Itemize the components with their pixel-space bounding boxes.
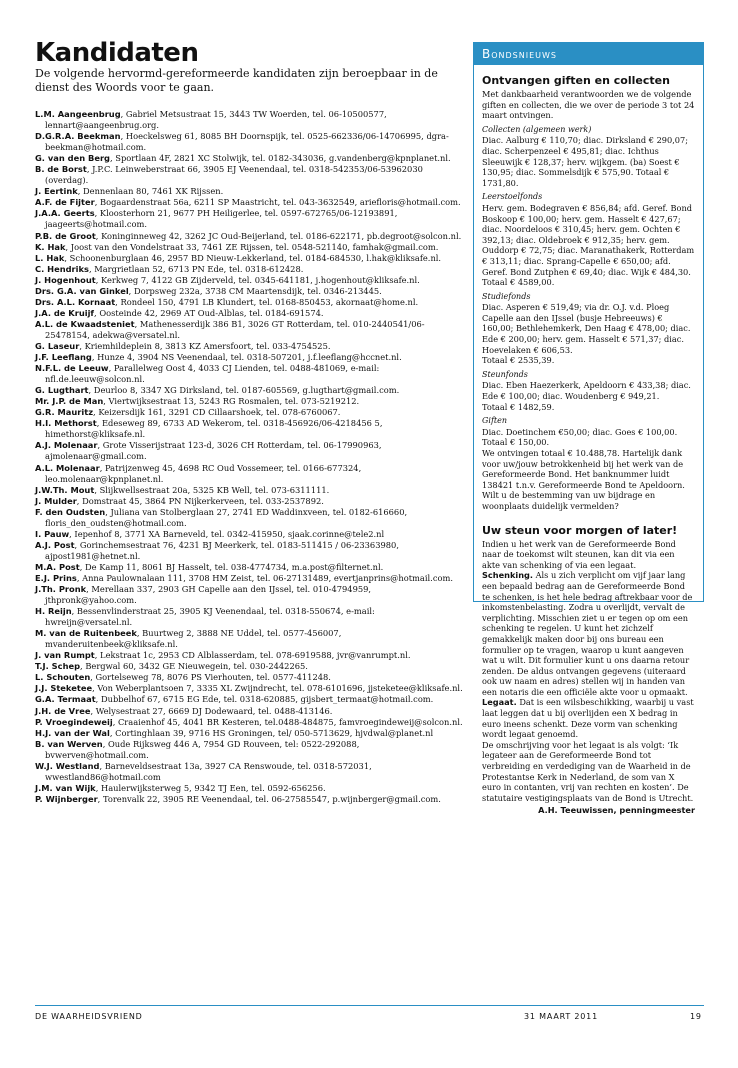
candidate-entry	[35, 485, 463, 496]
candidate-entry	[35, 440, 463, 462]
candidate-entry	[35, 341, 463, 352]
candidate-details: , Gortelseweg 78, 8076 PS Vierhouten, tel. 0577-411248.	[90, 672, 331, 683]
candidate-name: P. Vroegindeweij	[35, 716, 113, 727]
candidate-name: A.L. Molenaar	[35, 462, 100, 473]
candidate-entry	[35, 385, 463, 396]
candidate-entry	[35, 164, 463, 186]
candidate-details: , De Kamp 11, 8061 BJ Hasselt, tel. 038-4774734, m.a.post@filternet.nl.	[79, 561, 384, 572]
candidate-details: , Cortinghlaan 39, 9716 HS Groningen, tel/ 050-5713629, hjvdwal@planet.nl	[109, 727, 434, 738]
candidate-entry	[35, 253, 463, 264]
candidate-name: B. de Borst	[35, 164, 87, 175]
candidate-name: Drs. A.L. Kornaat	[35, 296, 116, 307]
candidate-name: A.J. Molenaar	[35, 440, 98, 451]
candidate-details: , Lekstraat 1c, 2953 CD Alblasserdam, tel. 078-6919588, jvr@vanrumpt.nl.	[94, 650, 411, 661]
giften-group-line: Diac. Eben Haezerkerk, Apeldoorn € 433,38; diac. Ede € 100,00; diac. Woudenberg € 949,21.	[482, 380, 691, 402]
giften-group-line: Totaal € 4589,00.	[482, 277, 555, 288]
candidate-name: G.A. Termaat	[35, 694, 96, 705]
candidate-entry	[35, 573, 463, 584]
candidate-name: W.J. Westland	[35, 760, 100, 771]
candidate-name: F. den Oudsten	[35, 506, 106, 517]
giften-closing: We ontvingen totaal € 10.488,78. Hartelijk dank voor uw/jouw betrokkenheid bij het werk van de Gereformeerde Bond. Het banknummer luidt 138421 t.n.v. Gereformeerde Bond te Apeldoorn. Wilt u de bestemming van uw bijdrage en woonplaats duidelijk vermelden?	[482, 448, 685, 511]
candidate-entry	[35, 352, 463, 363]
candidate-details: , Von Weberplantsoen 7, 3335 XL Zwijndrecht, tel. 078-6101696, jjsteketee@kliksafe.nl.	[92, 683, 463, 694]
candidate-entry	[35, 231, 463, 242]
candidate-name: J.A. de Kruijf	[35, 307, 95, 318]
sidebar-body	[474, 65, 703, 816]
candidate-name: J.M. van Wijk	[35, 782, 96, 793]
giften-group-line: Herv. gem. Bodegraven € 856,84; afd. Geref. Bond Boskoop € 100,00; herv. gem. Hasselt € 427,67; diac. Noordeloos € 310,45; herv. gem. Ochten € 392,13; diac. Oldebroek € 912,35; herv. gem. Ouddorp € 72,75; diac. Maranathakerk, Rotterdam € 313,11; diac. Sprang-Capelle € 650,00; afd. Geref. Bond Zutphen € 69,40; diac. Wijk € 484,30.	[482, 202, 695, 277]
candidate-details: , Kloosterhorn 21, 9677 PH Heiligerlee, tel. 0597-672765/06-12193891, jaageerts@hotmail.com.	[45, 208, 398, 230]
candidate-details: , Oosteinde 42, 2969 AT Oud-Alblas, tel. 0184-691574.	[94, 307, 324, 318]
candidate-entry	[35, 242, 463, 253]
candidate-details: , Bogaardenstraat 56a, 6211 SP Maastricht, tel. 043-3632549, ariefloris@hotmail.com.	[94, 197, 461, 208]
candidate-details: , Torenvalk 22, 3905 RE Veenendaal, tel. 06-27585547, p.wijnberger@gmail.com.	[97, 793, 441, 804]
candidate-name: J. Mulder	[35, 495, 77, 506]
candidate-entry	[35, 562, 463, 573]
candidate-details: , Merellaan 337, 2903 GH Capelle aan den IJssel, tel. 010-4794959, jthpronk@yahoo.com.	[45, 584, 372, 606]
candidate-details: , Keizersdijk 161, 3291 CD Cillaarshoek, tel. 078-6760067.	[93, 407, 341, 418]
candidate-entry	[35, 308, 463, 319]
signature: A.H. Teeuwissen, penningmeester	[538, 805, 695, 816]
candidate-name: Drs. G.A. van Ginkel	[35, 285, 129, 296]
candidate-name: J. Eertink	[35, 186, 78, 197]
candidate-details: , Juliana van Stolberglaan 27, 2741 ED Waddinxveen, tel. 0182-616660, floris_den_oudsten@hotmail.com.	[45, 506, 408, 528]
candidate-entry	[35, 507, 463, 529]
candidate-details: , Mathenesserdijk 386 B1, 3026 GT Rotterdam, tel. 010-2440541/06-25478154, adekwa@versatel.nl.	[45, 318, 425, 340]
candidate-entry	[35, 407, 463, 418]
candidate-entry	[35, 529, 463, 540]
page-title: Kandidaten	[35, 38, 199, 68]
giften-group-label: Giften	[482, 416, 508, 426]
legaat-paragraph	[482, 697, 695, 739]
candidate-name: P.B. de Groot	[35, 230, 96, 241]
candidate-name: L. Schouten	[35, 672, 91, 683]
candidate-name: J. Hogenhout	[35, 274, 96, 285]
legaat-text: Dat is een wilsbeschikking, waarbij u vast laat leggen dat u bij overlijden een X bedrag in euro ineens schenkt. Deze vorm van schenking wordt legaat genoemd.	[482, 697, 694, 740]
footer-date: 31 MAART 2011	[524, 1012, 598, 1021]
candidate-details: , Koninginneweg 42, 3262 JC Oud-Beijerland, tel. 0186-622171, pb.degroot@solcon.nl.	[95, 230, 462, 241]
candidate-entry	[35, 650, 463, 661]
candidate-name: A.J. Post	[35, 539, 75, 550]
candidate-entry	[35, 208, 463, 230]
candidate-details: , Anna Paulownalaan 111, 3708 HM Zeist, tel. 06-27131489, evertjanprins@hotmail.com.	[76, 572, 453, 583]
candidate-name: J.W.Th. Mout	[35, 484, 95, 495]
candidate-name: J. van Rumpt	[35, 650, 95, 661]
candidate-details: , Dorpsweg 232a, 3738 CM Maartensdijk, tel. 0346-213445.	[128, 285, 382, 296]
candidate-entry	[35, 794, 463, 805]
giften-group-label: Steunfonds	[482, 369, 528, 379]
candidate-name: G. Laseur	[35, 340, 80, 351]
steun-heading: Uw steun voor morgen of later!	[482, 523, 678, 537]
candidate-entry	[35, 739, 463, 761]
giften-group-line: Diac. Doetinchem €50,00; diac. Goes € 100,00.	[482, 426, 678, 437]
giften-heading: Ontvangen giften en collecten	[482, 74, 670, 87]
candidate-details: , Kriemhildeplein 8, 3813 KZ Amersfoort, tel. 033-4754525.	[79, 340, 331, 351]
schenking-label: Schenking.	[482, 570, 534, 581]
legaat-label: Legaat.	[482, 697, 517, 708]
candidate-entry	[35, 186, 463, 197]
candidate-name: J.A.A. Geerts	[35, 208, 95, 219]
candidate-details: , Dubbelhof 67, 6715 EG Ede, tel. 0318-620885, gijsbert_termaat@hotmail.com.	[95, 694, 434, 705]
giften-group-line: Totaal € 1482,59.	[482, 401, 555, 412]
sidebar-header: Bondsnieuws	[474, 43, 703, 65]
candidate-entry	[35, 275, 463, 286]
candidate-details: , Parallelweg Oost 4, 4033 CJ Lienden, tel. 0488-481069, e-mail: nfl.de.leeuw@solcon.nl.	[45, 363, 380, 385]
candidate-entry	[35, 463, 463, 485]
candidate-entry	[35, 672, 463, 683]
candidate-details: , Craaienhof 45, 4041 BR Kesteren, tel.0488-484875, famvroegindeweij@solcon.nl.	[112, 716, 463, 727]
candidate-list	[35, 109, 463, 805]
steun-intro: Indien u het werk van de Gereformeerde Bond naar de toekomst wilt steunen, kan dit via een akte van schenking of via een legaat.	[482, 538, 676, 570]
candidate-entry	[35, 286, 463, 297]
candidate-name: T.J. Schep	[35, 661, 81, 672]
candidate-details: , Edeseweg 89, 6733 AD Wekerom, tel. 0318-456926/06-4218456 5, himethorst@kliksafe.nl.	[45, 418, 383, 440]
giften-group-label: Collecten (algemeen werk)	[482, 124, 592, 134]
candidate-details: , Schoonenburglaan 46, 2957 BD Nieuw-Lekkerland, tel. 0184-684530, l.hak@kliksafe.nl.	[64, 252, 442, 263]
candidate-name: K. Hak	[35, 241, 66, 252]
candidate-details: , Sportlaan 4F, 2821 XC Stolwijk, tel. 0182-343036, g.vandenberg@kpnplanet.nl.	[110, 153, 451, 164]
candidate-name: L. Hak	[35, 252, 65, 263]
candidate-details: , Gorinchemsestraat 76, 4231 BJ Meerkerk, tel. 0183-511415 / 06-23363980, ajpost1981@hetnet.nl.	[45, 539, 399, 561]
candidate-entry	[35, 606, 463, 628]
candidate-name: L.M. Aangeenbrug	[35, 109, 121, 119]
candidate-name: J.H. de Vree	[35, 705, 91, 716]
giften-group-line: Totaal € 150,00.	[482, 437, 550, 448]
footer-rule	[35, 1005, 704, 1006]
giften-group-line: Diac. Asperen € 519,49; via dr. O.J. v.d. Ploeg Capelle aan den IJssel (busje Hebreeuws) € 160,00; Bethlehemkerk, Den Haag € 478,00; diac. Ede € 200,00; herv. gem. Hasselt € 571,37; diac. Hoevelaken € 606,53.	[482, 302, 691, 355]
candidate-entry	[35, 109, 463, 131]
candidate-entry	[35, 661, 463, 672]
candidate-details: , Oude Rijksweg 446 A, 7954 GD Rouveen, tel: 0522-292088, bvwerven@hotmail.com.	[45, 738, 360, 760]
candidate-entry	[35, 131, 463, 153]
candidate-name: M.A. Post	[35, 561, 80, 572]
candidate-name: N.F.L. de Leeuw	[35, 363, 109, 374]
candidate-name: I. Pauw	[35, 528, 70, 539]
candidate-details: , Patrijzenweg 45, 4698 RC Oud Vossemeer, tel. 0166-677324, leo.molenaar@kpnplanet.nl.	[45, 462, 362, 484]
candidate-details: , Kerkweg 7, 4122 GB Zijderveld, tel. 0345-641181, j.hogenhout@kliksafe.nl.	[95, 274, 420, 285]
candidate-name: G. van den Berg	[35, 153, 110, 164]
candidate-details: , Margrietlaan 52, 6713 PN Ede, tel. 0318-612428.	[88, 263, 304, 274]
candidate-details: , Hoeckelsweg 61, 8085 BH Doornspijk, tel. 0525-662336/06-14706995, dgra-beekman@hotmail.com.	[45, 131, 449, 153]
candidate-entry	[35, 363, 463, 385]
candidate-name: M. van de Ruitenbeek	[35, 628, 137, 639]
candidate-name: H. Reijn	[35, 606, 72, 617]
candidate-details: , Welysestraat 27, 6669 DJ Dodewaard, tel. 0488-413146.	[90, 705, 333, 716]
candidate-entry	[35, 540, 463, 562]
candidate-details: , Haulerwijksterweg 5, 9342 TJ Een, tel. 0592-656256.	[95, 782, 326, 793]
candidate-details: , J.P.C. Leinweberstraat 66, 3905 EJ Veenendaal, tel. 0318-542353/06-53962030 (overdag).	[45, 164, 423, 186]
candidate-name: G.R. Mauritz	[35, 407, 94, 418]
candidate-entry	[35, 197, 463, 208]
candidate-details: , Deurloo 8, 3347 XG Dirksland, tel. 0187-605569, g.lugthart@gmail.com.	[88, 385, 400, 396]
candidate-name: G. Lugthart	[35, 385, 89, 396]
candidate-details: , Buurtweg 2, 3888 NE Uddel, tel. 0577-456007, mvanderuitenbeek@kliksafe.nl.	[45, 628, 342, 650]
candidate-details: , Grote Visserijstraat 123-d, 3026 CH Rotterdam, tel. 06-17990963, ajmolenaar@gmail.com.	[45, 440, 382, 462]
candidate-details: , Viertwijksestraat 13, 5243 RG Rosmalen, tel. 073-5219212.	[103, 396, 360, 407]
candidate-details: , Hunze 4, 3904 NS Veenendaal, tel. 0318-507201, j.f.leeflang@hccnet.nl.	[91, 352, 402, 363]
candidate-name: P. Wijnberger	[35, 793, 98, 804]
candidate-entry	[35, 264, 463, 275]
candidate-details: , Rondeel 150, 4791 LB Klundert, tel. 0168-850453, akornaat@home.nl.	[115, 296, 419, 307]
candidate-entry	[35, 717, 463, 728]
footer-page-number: 19	[690, 1012, 702, 1021]
candidate-entry	[35, 683, 463, 694]
intro-text: De volgende hervormd-gereformeerde kandidaten zijn beroepbaar in de dienst des Woords voor te gaan.	[35, 67, 438, 94]
candidate-details: , Joost van den Vondelstraat 33, 7461 ZE Rijssen, tel. 0548-521140, famhak@gmail.com.	[65, 241, 439, 252]
candidate-entry	[35, 153, 463, 164]
candidate-name: J.J. Steketee	[35, 683, 93, 694]
schenking-text: Als u zich verplicht om vijf jaar lang een bepaald bedrag aan de Gereformeerde Bond te schenken, is het hele bedrag aftrekbaar voor de inkomstenbelasting. Zodra u overlijdt, vervalt de verplichting. Misschien ziet u er tegen op om een schenking te regelen. U kunt het zichzelf gemakkelijk maken door bij ons bureau een formulier op te vragen, waarop u kunt aangeven wat u wilt. Dit formulier kunt u ons daarna retour zenden. De aldus ontvangen gegevens (uiteraard ook uw naam en adres) stellen wij in handen van een notaris die een officiële akte voor u opmaakt.	[482, 570, 693, 697]
giften-intro: Met dankbaarheid verantwoorden we de volgende giften en collecten, die we over de periode 3 tot 24 maart ontvingen.	[482, 89, 695, 121]
candidate-details: , Bessenvlinderstraat 25, 3905 KJ Veenendaal, tel. 0318-550674, e-mail: hwreijn@versatel.nl.	[45, 606, 375, 628]
candidate-name: J.Th. Pronk	[35, 584, 87, 595]
candidate-name: A.L. de Kwaadsteniet	[35, 318, 135, 329]
candidate-entry	[35, 694, 463, 705]
candidate-entry	[35, 396, 463, 407]
candidate-entry	[35, 783, 463, 794]
candidate-name: D.G.R.A. Beekman	[35, 131, 121, 142]
candidate-name: A.F. de Fijter	[35, 197, 95, 208]
candidate-details: , Barneveldsestraat 13a, 3927 CA Renswoude, tel. 0318-572031, wwestland86@hotmail.com	[45, 760, 372, 782]
candidate-details: , Domstraat 45, 3864 PN Nijkerkerveen, tel. 033-2537892.	[76, 495, 324, 506]
giften-group-line: Diac. Aalburg € 110,70; diac. Dirksland € 290,07; diac. Scherpenzeel € 495,81; diac. Ichthus Sleeuwijk € 128,37; herv. wijkgem. (ba) Soest € 130,95; diac. Sommelsdijk € 575,90. Totaal € 1731,80.	[482, 135, 688, 188]
candidate-name: C. Hendriks	[35, 263, 89, 274]
candidate-entry	[35, 418, 463, 440]
candidate-details: , Bergwal 60, 3432 GE Nieuwegein, tel. 030-2442265.	[80, 661, 308, 672]
giften-group-label: Leerstoelfonds	[482, 192, 543, 202]
candidate-name: H.I. Methorst	[35, 418, 97, 429]
footer-publication: DE WAARHEIDSVRIEND	[35, 1012, 143, 1021]
candidate-name: B. van Werven	[35, 738, 103, 749]
candidate-entry	[35, 628, 463, 650]
candidate-entry	[35, 319, 463, 341]
giften-group-line: Totaal € 2535,39.	[482, 355, 555, 366]
candidate-details: , Dennenlaan 80, 7461 XK Rijssen.	[77, 186, 224, 197]
candidate-entry	[35, 761, 463, 783]
candidate-entry	[35, 496, 463, 507]
candidate-name: J.F. Leeflang	[35, 352, 92, 363]
legaat-closing: De omschrijving voor het legaat is als volgt: ‘Ik legateer aan de Gereformeerde Bond tot verbreiding en verdediging van de Waarheid in de Protestantse Kerk in Nederland, de som van X euro in contanten, vrij van rechten en kosten’. De statutaire vestigingsplaats van de Bond is Utrecht.	[482, 739, 694, 803]
candidate-details: , Gabriel Metsustraat 15, 3443 TW Woerden, tel. 06-10500577, lennart@aangeenbrug.org.	[45, 109, 387, 131]
bondsnieuws-sidebar	[473, 42, 704, 816]
candidate-entry	[35, 706, 463, 717]
candidate-name: Mr. J.P. de Man	[35, 396, 104, 407]
candidate-details: , Iepenhof 8, 3771 XA Barneveld, tel. 0342-415950, sjaak.corinne@tele2.nl	[69, 528, 385, 539]
giften-group-label: Studiefonds	[482, 291, 531, 301]
candidate-name: E.J. Prins	[35, 572, 77, 583]
giften-groups	[482, 125, 695, 448]
schenking-paragraph	[482, 570, 695, 697]
candidate-entry	[35, 584, 463, 606]
candidate-name: H.J. van der Wal	[35, 727, 110, 738]
candidate-entry	[35, 297, 463, 308]
candidate-details: , Slijkwellsestraat 20a, 5325 KB Well, tel. 073-6311111.	[94, 484, 330, 495]
candidate-entry	[35, 728, 463, 739]
